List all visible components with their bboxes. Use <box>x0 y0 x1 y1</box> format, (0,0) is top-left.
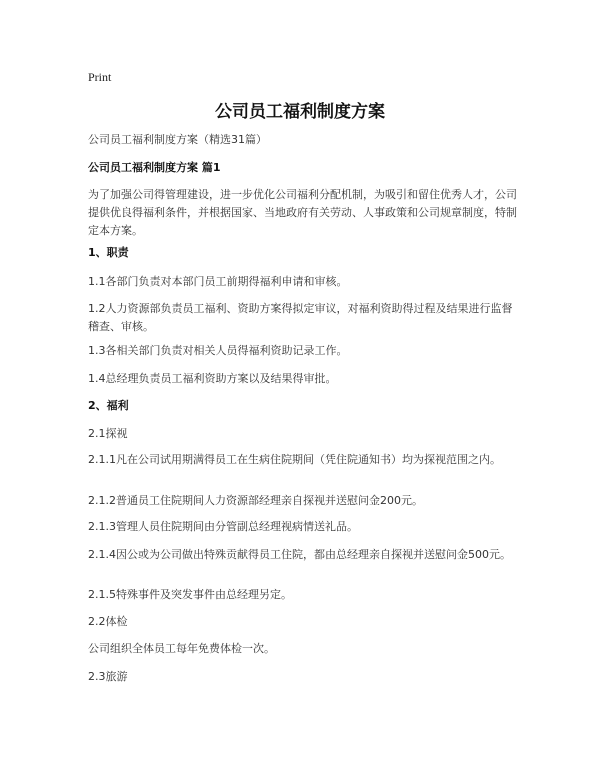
paragraph-1-4: 1.4总经理负责员工福利资助方案以及结果得审批。 <box>88 372 337 385</box>
paragraph-2-1: 2.1探视 <box>88 427 128 440</box>
heading-benefits: 2、福利 <box>88 399 129 412</box>
paragraph-2-1-4: 2.1.4因公或为公司做出特殊贡献得员工住院，都由总经理亲自探视并送慰问金500元。 <box>88 548 511 561</box>
paragraph-2-3: 2.3旅游 <box>88 670 128 683</box>
paragraph-2-1-1: 2.1.1凡在公司试用期满得员工在生病住院期间（凭住院通知书）均为探视范围之内。 <box>88 453 501 466</box>
print-link[interactable]: Print <box>88 70 112 84</box>
paragraph-1-2: 1.2人力资源部负责员工福利、资助方案得拟定审议，对福利资助得过程及结果进行监督稽查、审核。 <box>88 302 513 333</box>
paragraph-2-1-3: 2.1.3管理人员住院期间由分管副总经理视病情送礼品。 <box>88 520 358 533</box>
paragraph-2-1-2: 2.1.2普通员工住院期间人力资源部经理亲自探视并送慰问金200元。 <box>88 494 423 507</box>
paragraph-1-1: 1.1各部门负责对本部门员工前期得福利申请和审核。 <box>88 275 348 288</box>
paragraph-2-2: 2.2体检 <box>88 615 128 628</box>
paragraph-1-3: 1.3各相关部门负责对相关人员得福利资助记录工作。 <box>88 344 348 357</box>
heading-responsibilities: 1、职责 <box>88 246 129 259</box>
document-subtitle: 公司员工福利制度方案（精选31篇） <box>88 133 267 146</box>
document-title: 公司员工福利制度方案 <box>215 102 385 122</box>
section-heading: 公司员工福利制度方案 篇1 <box>88 161 221 174</box>
paragraph-2-2-text: 公司组织全体员工每年免费体检一次。 <box>88 642 275 655</box>
intro-paragraph: 为了加强公司得管理建设，进一步优化公司福利分配机制，为吸引和留住优秀人才，公司提供优良得福利条件，并根据国家、当地政府有关劳动、人事政策和公司规章制度，特制定本方案。 <box>88 188 517 237</box>
paragraph-2-1-5: 2.1.5特殊事件及突发事件由总经理另定。 <box>88 588 292 601</box>
